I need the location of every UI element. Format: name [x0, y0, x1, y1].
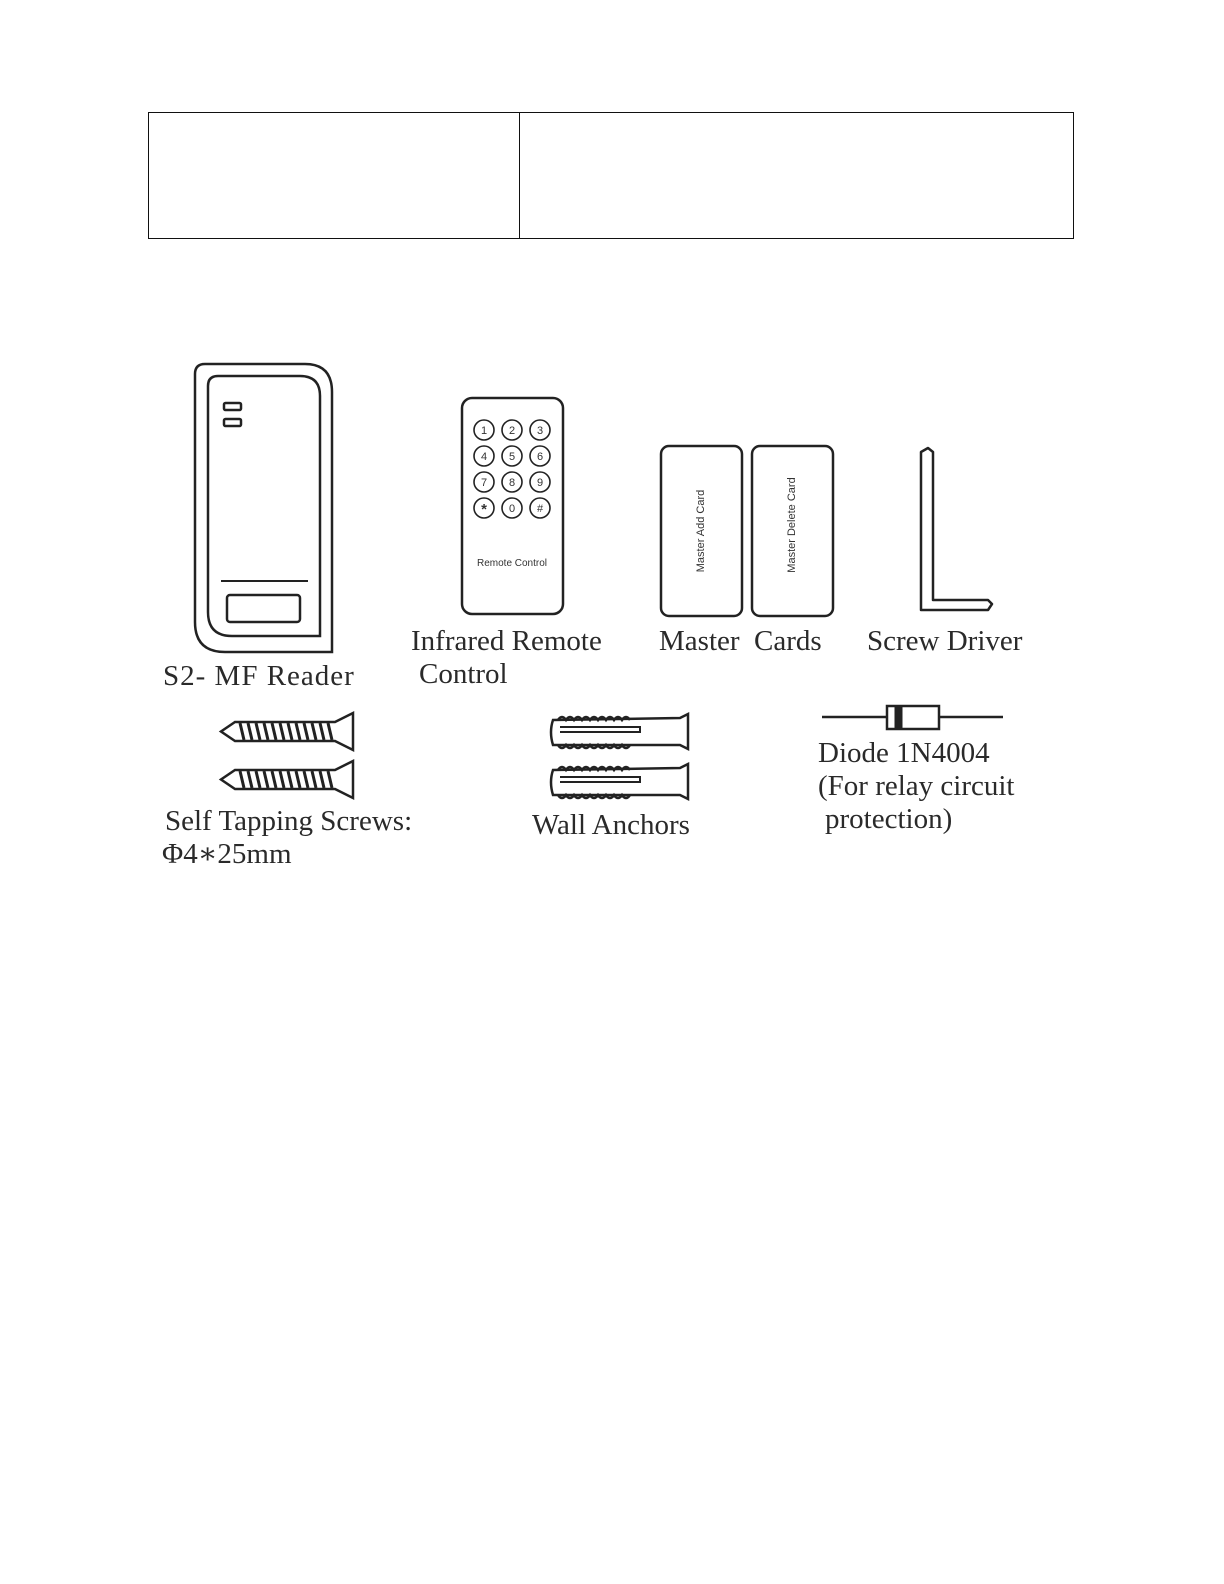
remote-label-line2: Control — [419, 658, 508, 690]
remote-key-1: 1 — [480, 425, 488, 437]
remote-key-2: 2 — [508, 425, 516, 437]
reader-label: S2- MF Reader — [163, 660, 355, 692]
screws-illustration — [221, 713, 353, 798]
wall-anchors-illustration — [551, 714, 688, 799]
remote-label-line1: Infrared Remote — [411, 625, 602, 657]
anchors-label: Wall Anchors — [532, 809, 690, 841]
remote-key-4: 4 — [480, 451, 488, 463]
screw-driver-illustration — [921, 448, 992, 610]
screw-driver-label: Screw Driver — [867, 625, 1023, 657]
diode-label-line2: (For relay circuit — [818, 770, 1015, 802]
diode-label — [818, 737, 1014, 836]
screws-label-size: Φ4∗25mm — [162, 838, 292, 870]
anchor-bottom — [551, 764, 688, 799]
screws-label — [162, 805, 413, 871]
remote-key-hash: # — [536, 503, 544, 515]
remote-key-6: 6 — [536, 451, 544, 463]
diode-label-line1: Diode 1N4004 — [818, 737, 990, 769]
anchor-top — [551, 714, 688, 749]
master-cards-label: Master Cards — [659, 625, 822, 657]
remote-key-3: 3 — [536, 425, 544, 437]
remote-label — [411, 625, 602, 691]
remote-key-7: 7 — [480, 477, 488, 489]
reader-illustration — [195, 364, 332, 652]
remote-key-9: 9 — [536, 477, 544, 489]
remote-key-8: 8 — [508, 477, 516, 489]
remote-control-illustration — [462, 398, 563, 614]
screws-label-line1: Self Tapping Screws: — [165, 805, 413, 837]
remote-key-star: * — [481, 501, 487, 518]
remote-key-0: 0 — [508, 503, 516, 515]
master-add-card-text: Master Add Card — [695, 489, 707, 573]
master-delete-card-text: Master Delete Card — [786, 477, 798, 573]
master-cards-illustration — [661, 446, 833, 616]
remote-device-text: Remote Control — [476, 558, 548, 569]
diode-label-line3: protection) — [825, 803, 953, 835]
diode-illustration — [822, 706, 1003, 729]
remote-key-5: 5 — [508, 451, 516, 463]
screw-top — [221, 713, 353, 750]
screw-bottom — [221, 761, 353, 798]
